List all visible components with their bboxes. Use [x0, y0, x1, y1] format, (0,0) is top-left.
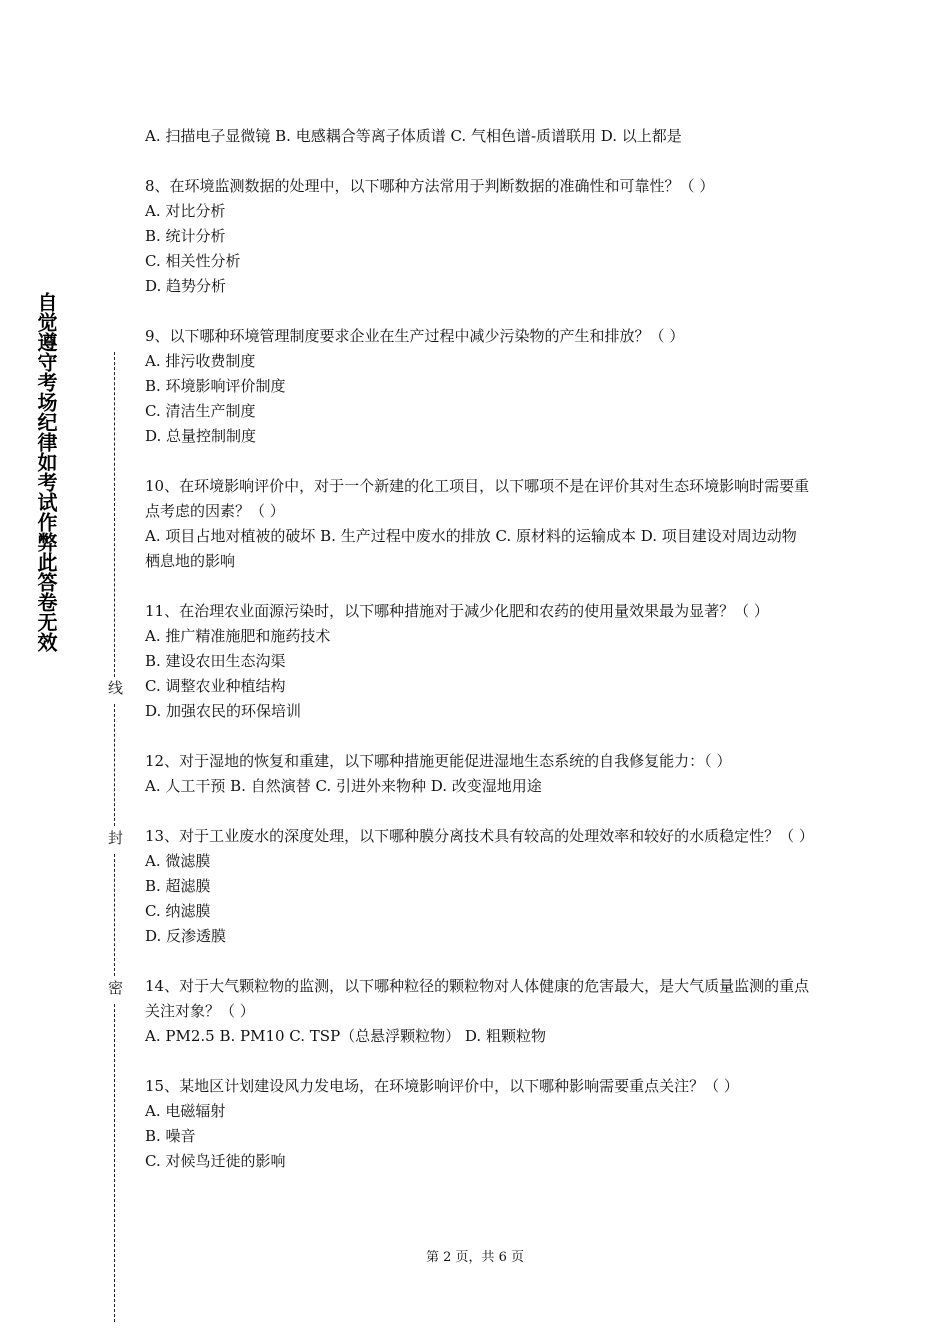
question-stem: 10、在环境影响评价中，对于一个新建的化工项目，以下哪项不是在评价其对生态环境影响时需要重点考虑的因素？（ ）	[145, 477, 810, 520]
question-stem: 11、在治理农业面源污染时，以下哪种措施对于减少化肥和农药的使用量效果最为显著？（ ）	[145, 602, 769, 620]
question-7-options	[145, 124, 810, 149]
question-13	[145, 824, 814, 949]
question-9	[145, 324, 810, 449]
option-b: B. 超滤膜	[145, 877, 211, 895]
binding-mark-line: 线	[106, 680, 124, 695]
question-stem: 13、对于工业废水的深度处理，以下哪种膜分离技术具有较高的处理效率和较好的水质稳定性？（ ）	[145, 827, 814, 845]
exam-discipline-notice: 自觉遵守考场纪律如考试作弊此答卷无效	[34, 292, 58, 652]
option-d: D. 加强农民的环保培训	[145, 702, 302, 720]
option-b: B. 统计分析	[145, 227, 226, 245]
options-inline: A. PM2.5 B. PM10 C. TSP（总悬浮颗粒物） D. 粗颗粒物	[145, 1027, 546, 1045]
option-d: D. 反渗透膜	[145, 927, 227, 945]
option-a: A. 推广精准施肥和施药技术	[145, 627, 331, 645]
option-b: B. 建设农田生态沟渠	[145, 652, 286, 670]
options-inline: A. 人工干预 B. 自然演替 C. 引进外来物种 D. 改变湿地用途	[145, 777, 542, 795]
options-inline: A. 扫描电子显微镜 B. 电感耦合等离子体质谱 C. 气相色谱-质谱联用 D. 以上都是	[145, 127, 682, 145]
question-12	[145, 749, 810, 799]
binding-mark-secret: 密	[106, 980, 124, 995]
option-a: A. 微滤膜	[145, 852, 211, 870]
question-10	[145, 474, 810, 574]
option-a: A. 对比分析	[145, 202, 226, 220]
page-number: 第 2 页，共 6 页	[425, 1250, 525, 1265]
binding-dash-segment	[114, 352, 115, 677]
binding-line	[100, 352, 130, 1322]
option-c: C. 清洁生产制度	[145, 402, 256, 420]
option-c: C. 调整农业种植结构	[145, 677, 286, 695]
question-11	[145, 599, 810, 724]
question-stem: 8、在环境监测数据的处理中，以下哪种方法常用于判断数据的准确性和可靠性？（ ）	[145, 177, 715, 195]
binding-dash-segment	[114, 704, 115, 826]
question-15	[145, 1074, 810, 1174]
options-inline: A. 项目占地对植被的破坏 B. 生产过程中废水的排放 C. 原材料的运输成本 D. 项目建设对周边动物栖息地的影响	[145, 527, 797, 570]
option-a: A. 电磁辐射	[145, 1102, 226, 1120]
question-stem: 14、对于大气颗粒物的监测，以下哪种粒径的颗粒物对人体健康的危害最大，是大气质量监测的重点关注对象？（ ）	[145, 977, 810, 1020]
option-c: C. 相关性分析	[145, 252, 241, 270]
option-c: C. 对候鸟迁徙的影响	[145, 1152, 286, 1170]
question-content	[145, 124, 814, 1199]
question-stem: 9、以下哪种环境管理制度要求企业在生产过程中减少污染物的产生和排放？（ ）	[145, 327, 685, 345]
question-stem: 12、对于湿地的恢复和重建，以下哪种措施更能促进湿地生态系统的自我修复能力：（ ）	[145, 752, 732, 770]
question-stem: 15、某地区计划建设风力发电场，在环境影响评价中，以下哪种影响需要重点关注？（ ）	[145, 1077, 739, 1095]
question-14	[145, 974, 810, 1049]
binding-dash-segment	[114, 1004, 115, 1322]
option-a: A. 排污收费制度	[145, 352, 256, 370]
option-d: D. 总量控制制度	[145, 427, 257, 445]
binding-dash-segment	[114, 854, 115, 976]
option-d: D. 趋势分析	[145, 277, 227, 295]
option-c: C. 纳滤膜	[145, 902, 211, 920]
binding-mark-seal: 封	[106, 830, 124, 845]
option-b: B. 环境影响评价制度	[145, 377, 286, 395]
question-8	[145, 174, 810, 299]
option-b: B. 噪音	[145, 1127, 196, 1145]
